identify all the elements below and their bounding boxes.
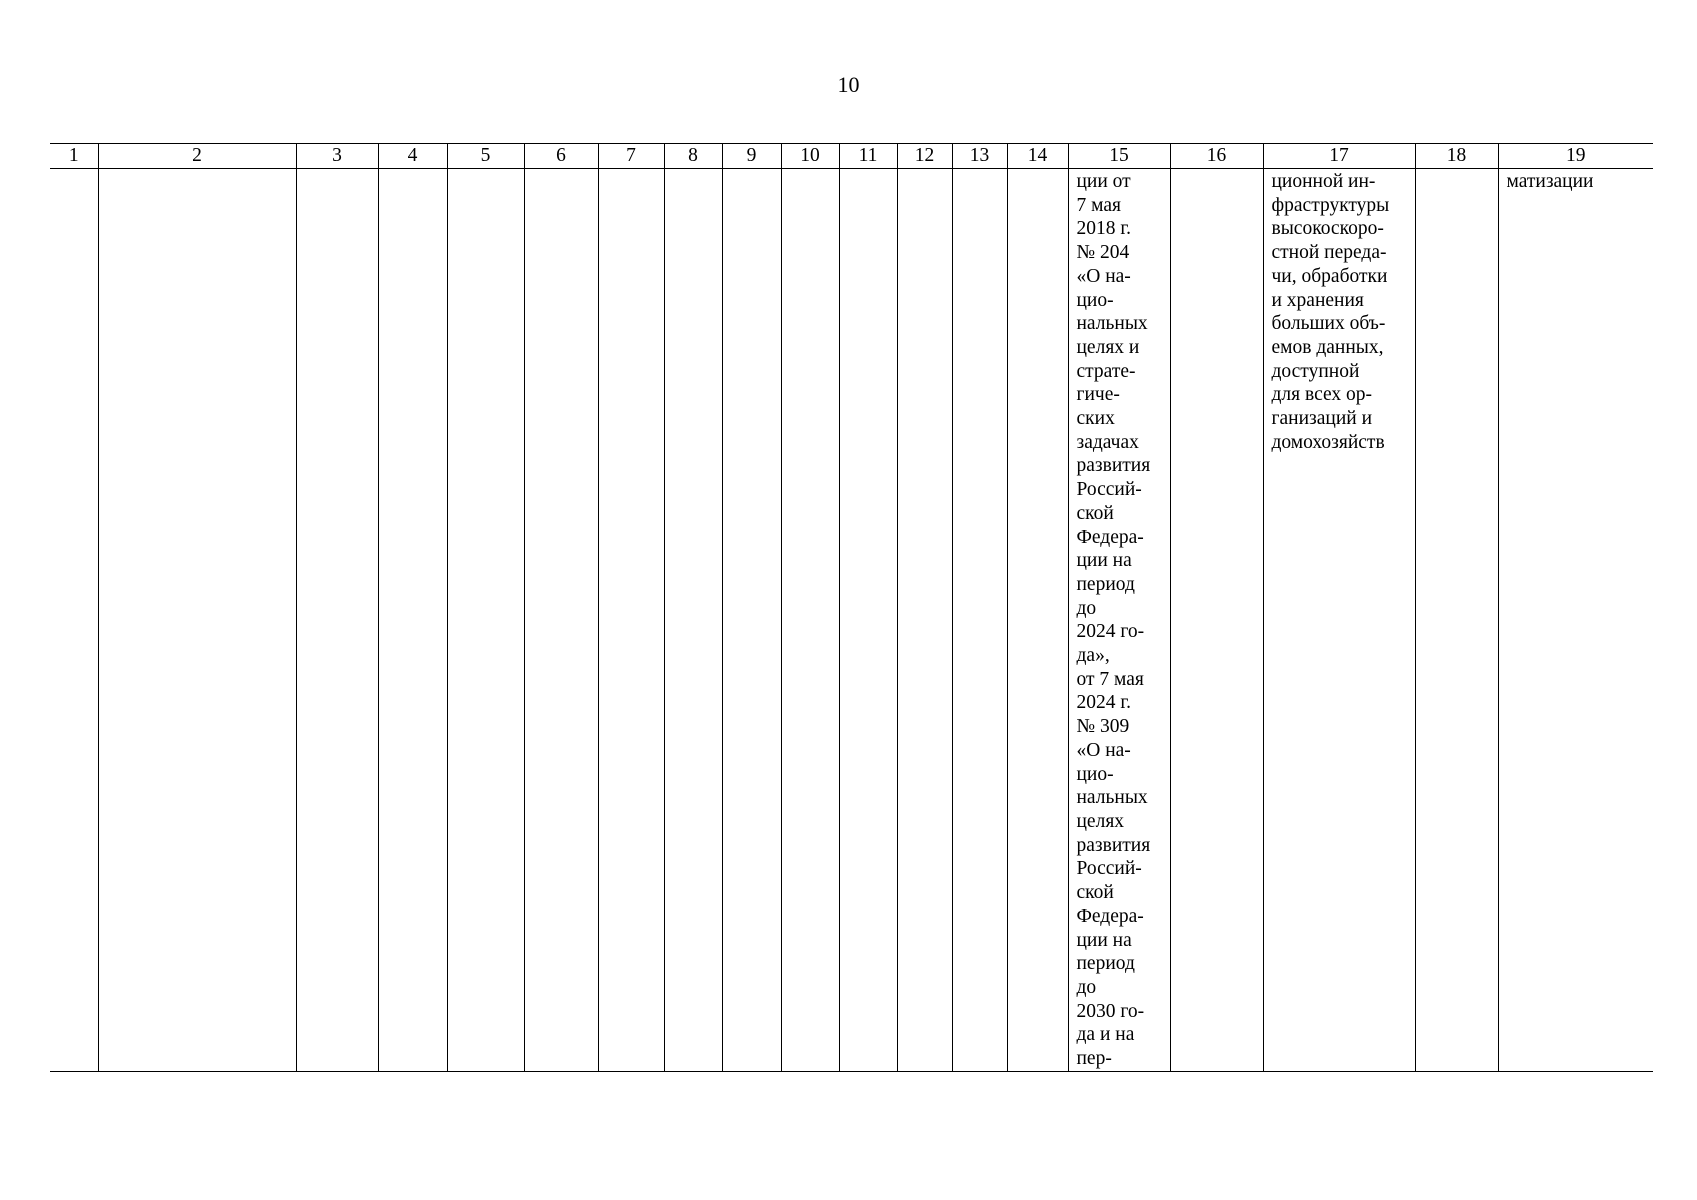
column-header-13: 13 (952, 144, 1007, 169)
decree-reference-text: ции от 7 мая 2018 г. № 204 «О на- цио- нальных целях и страте- гиче- ских задачах развития Россий- ской Федера- ции на период до 2024 го- да», от 7 мая 2024 г. № 309 «О на- цио- нальных целях развития Россий- ской Федера- ции на период до 2030 го- да и на пер- (1076, 171, 1151, 1070)
table-cell-7 (598, 169, 664, 1072)
data-table (50, 143, 1653, 1072)
column-header-5: 5 (447, 144, 524, 169)
table-cell-2 (98, 169, 296, 1072)
column-header-18: 18 (1415, 144, 1498, 169)
table-cell-4 (378, 169, 447, 1072)
table-cell-14 (1007, 169, 1068, 1072)
table-row (50, 169, 1653, 1072)
column-number-header-row (50, 144, 1653, 169)
column-header-15: 15 (1068, 144, 1170, 169)
infrastructure-description-text: ционной ин- фраструктуры высокоскоро- стной переда- чи, обработки и хранения больших объ- емов данных, доступной для всех ор- ганизаций и домохозяйств (1271, 171, 1390, 453)
table-cell-1 (50, 169, 98, 1072)
table-cell-5 (447, 169, 524, 1072)
column-header-2: 2 (98, 144, 296, 169)
continuation-text: матизации (1506, 171, 1594, 192)
column-header-17: 17 (1263, 144, 1415, 169)
table-cell-19 (1498, 169, 1653, 1072)
column-header-19: 19 (1498, 144, 1653, 169)
page-number: 10 (837, 72, 860, 97)
table-cell-3 (296, 169, 378, 1072)
table-cell-18 (1415, 169, 1498, 1072)
column-header-14: 14 (1007, 144, 1068, 169)
table-cell-6 (524, 169, 598, 1072)
column-header-6: 6 (524, 144, 598, 169)
column-header-12: 12 (897, 144, 952, 169)
column-header-1: 1 (50, 144, 98, 169)
column-header-3: 3 (296, 144, 378, 169)
table-cell-11 (839, 169, 897, 1072)
column-header-8: 8 (664, 144, 722, 169)
column-header-7: 7 (598, 144, 664, 169)
table-cell-12 (897, 169, 952, 1072)
column-header-11: 11 (839, 144, 897, 169)
table-cell-9 (722, 169, 781, 1072)
column-header-4: 4 (378, 144, 447, 169)
table-cell-13 (952, 169, 1007, 1072)
table-cell-17 (1263, 169, 1415, 1072)
table-cell-10 (781, 169, 839, 1072)
table-cell-15 (1068, 169, 1170, 1072)
table-cell-8 (664, 169, 722, 1072)
column-header-16: 16 (1170, 144, 1263, 169)
table-cell-16 (1170, 169, 1263, 1072)
column-header-9: 9 (722, 144, 781, 169)
column-header-10: 10 (781, 144, 839, 169)
